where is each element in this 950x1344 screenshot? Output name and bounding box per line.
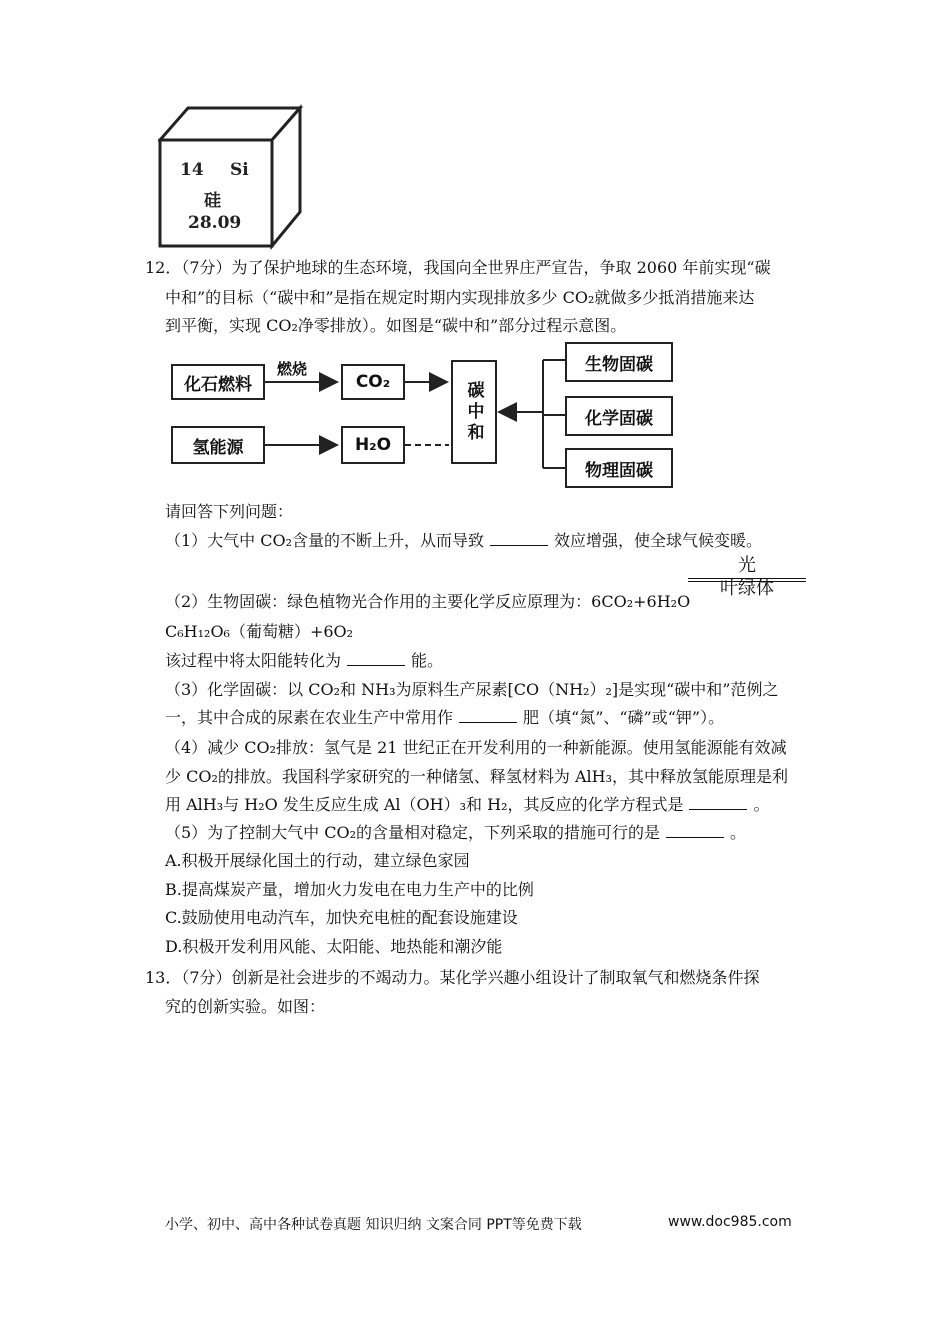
footer-link[interactable]: www.doc985.com: [668, 1214, 792, 1230]
q12-part2-a: （2）生物固碳：绿色植物光合作用的主要化学反应原理为：6CO₂+6H₂O: [165, 592, 691, 611]
q13-line2: 究的创新实验。如图：: [165, 997, 326, 1016]
burn-label: 燃烧: [277, 360, 308, 378]
atomic-mass: 28.09: [188, 213, 242, 233]
q12-part2-b: C₆H₁₂O₆（葡萄糖）+6O₂: [165, 622, 354, 641]
option-d[interactable]: D.积极开发利用风能、太阳能、地热能和潮汐能: [165, 937, 503, 956]
q12-part4-a: （4）减少 CO₂排放：氢气是 21 世纪正在开发利用的一种新能源。使用氢能源能有效减: [165, 738, 787, 757]
option-c[interactable]: C.鼓励使用电动汽车，加快充电桩的配套设施建设: [165, 908, 518, 927]
q12-part4-d-text: 。: [753, 795, 770, 814]
q12-part3-a: （3）化学固碳：以 CO₂和 NH₃为原料生产尿素[CO（NH₂）₂]是实现“碳中和”范例之: [165, 680, 779, 699]
q12-part1-text-b: 效应增强，使全球气候变暖。: [554, 531, 763, 550]
reaction-condition: [688, 555, 806, 599]
option-a[interactable]: A.积极开展绿化国土的行动，建立绿色家园: [165, 851, 470, 870]
co2-box: CO₂: [341, 364, 405, 400]
q12-prompt: 请回答下列问题：: [165, 502, 294, 521]
q12-part5: [165, 823, 746, 843]
answer-blank-2[interactable]: [347, 651, 405, 666]
chem-fixation-box: 化学固碳: [565, 396, 673, 436]
bio-fixation-box: 生物固碳: [565, 342, 673, 382]
option-b[interactable]: B.提高煤炭产量，增加火力发电在电力生产中的比例: [165, 880, 534, 899]
answer-blank-5[interactable]: [666, 823, 724, 838]
fossil-fuel-box: 化石燃料: [171, 364, 265, 400]
q12-line1: 12．（7分）为了保护地球的生态环境，我国向全世界庄严宣告，争取 2060 年前实现“碳: [145, 258, 771, 277]
q12-line3: 到平衡，实现 CO₂净零排放）。如图是“碳中和”部分过程示意图。: [165, 316, 627, 335]
element-symbol: Si: [230, 160, 249, 180]
q12-part2-c-text: 该过程中将太阳能转化为: [165, 651, 342, 670]
footer-text: 小学、初中、高中各种试卷真题 知识归纳 文案合同 PPT等免费下载: [165, 1217, 582, 1233]
q12-part4-c-text: 用 AlH₃与 H₂O 发生反应生成 Al（OH）₃和 H₂，其反应的化学方程式是: [165, 795, 684, 814]
answer-blank-1[interactable]: [490, 531, 548, 546]
q12-part2-c: [165, 651, 443, 671]
q12-part3-b: [165, 708, 724, 728]
q12-line2: 中和”的目标（“碳中和”是指在规定时期内实现排放多少 CO₂就做多少抵消措施来达: [165, 288, 755, 307]
q12-part3-b-text: 一，其中合成的尿素在农业生产中常用作: [165, 708, 454, 727]
q12-part3-c-text: 肥（填“氮”、“磷”或“钾”）。: [523, 708, 725, 727]
phys-fixation-box: 物理固碳: [565, 448, 673, 488]
atomic-number: 14: [180, 160, 204, 180]
condition-light: 光: [738, 555, 756, 576]
silicon-element-card: [158, 100, 303, 250]
answer-blank-4[interactable]: [689, 795, 747, 810]
element-name: 硅: [204, 191, 221, 211]
h2o-box: H₂O: [341, 426, 405, 464]
carbon-neutral-box: 碳中和: [451, 360, 497, 464]
q12-part1-text-a: （1）大气中 CO₂含量的不断上升，从而导致: [165, 531, 485, 550]
q12-part4-c: [165, 795, 770, 815]
q12-part5-end: 。: [730, 823, 747, 842]
hydrogen-energy-box: 氢能源: [171, 426, 265, 464]
answer-blank-3[interactable]: [459, 708, 517, 723]
condition-chlorophyll: 叶绿体: [720, 578, 774, 599]
q12-part5-text: （5）为了控制大气中 CO₂的含量相对稳定，下列采取的措施可行的是: [165, 823, 661, 842]
q13-line1: 13．（7分）创新是社会进步的不竭动力。某化学兴趣小组设计了制取氧气和燃烧条件探: [145, 968, 760, 987]
carbon-neutral-diagram: [165, 340, 685, 490]
q12-part4-b: 少 CO₂的排放。我国科学家研究的一种储氢、释氢材料为 AlH₃，其中释放氢能原理是利: [165, 767, 788, 786]
q12-part1: [165, 531, 762, 551]
q12-part2-d-text: 能。: [411, 651, 444, 670]
